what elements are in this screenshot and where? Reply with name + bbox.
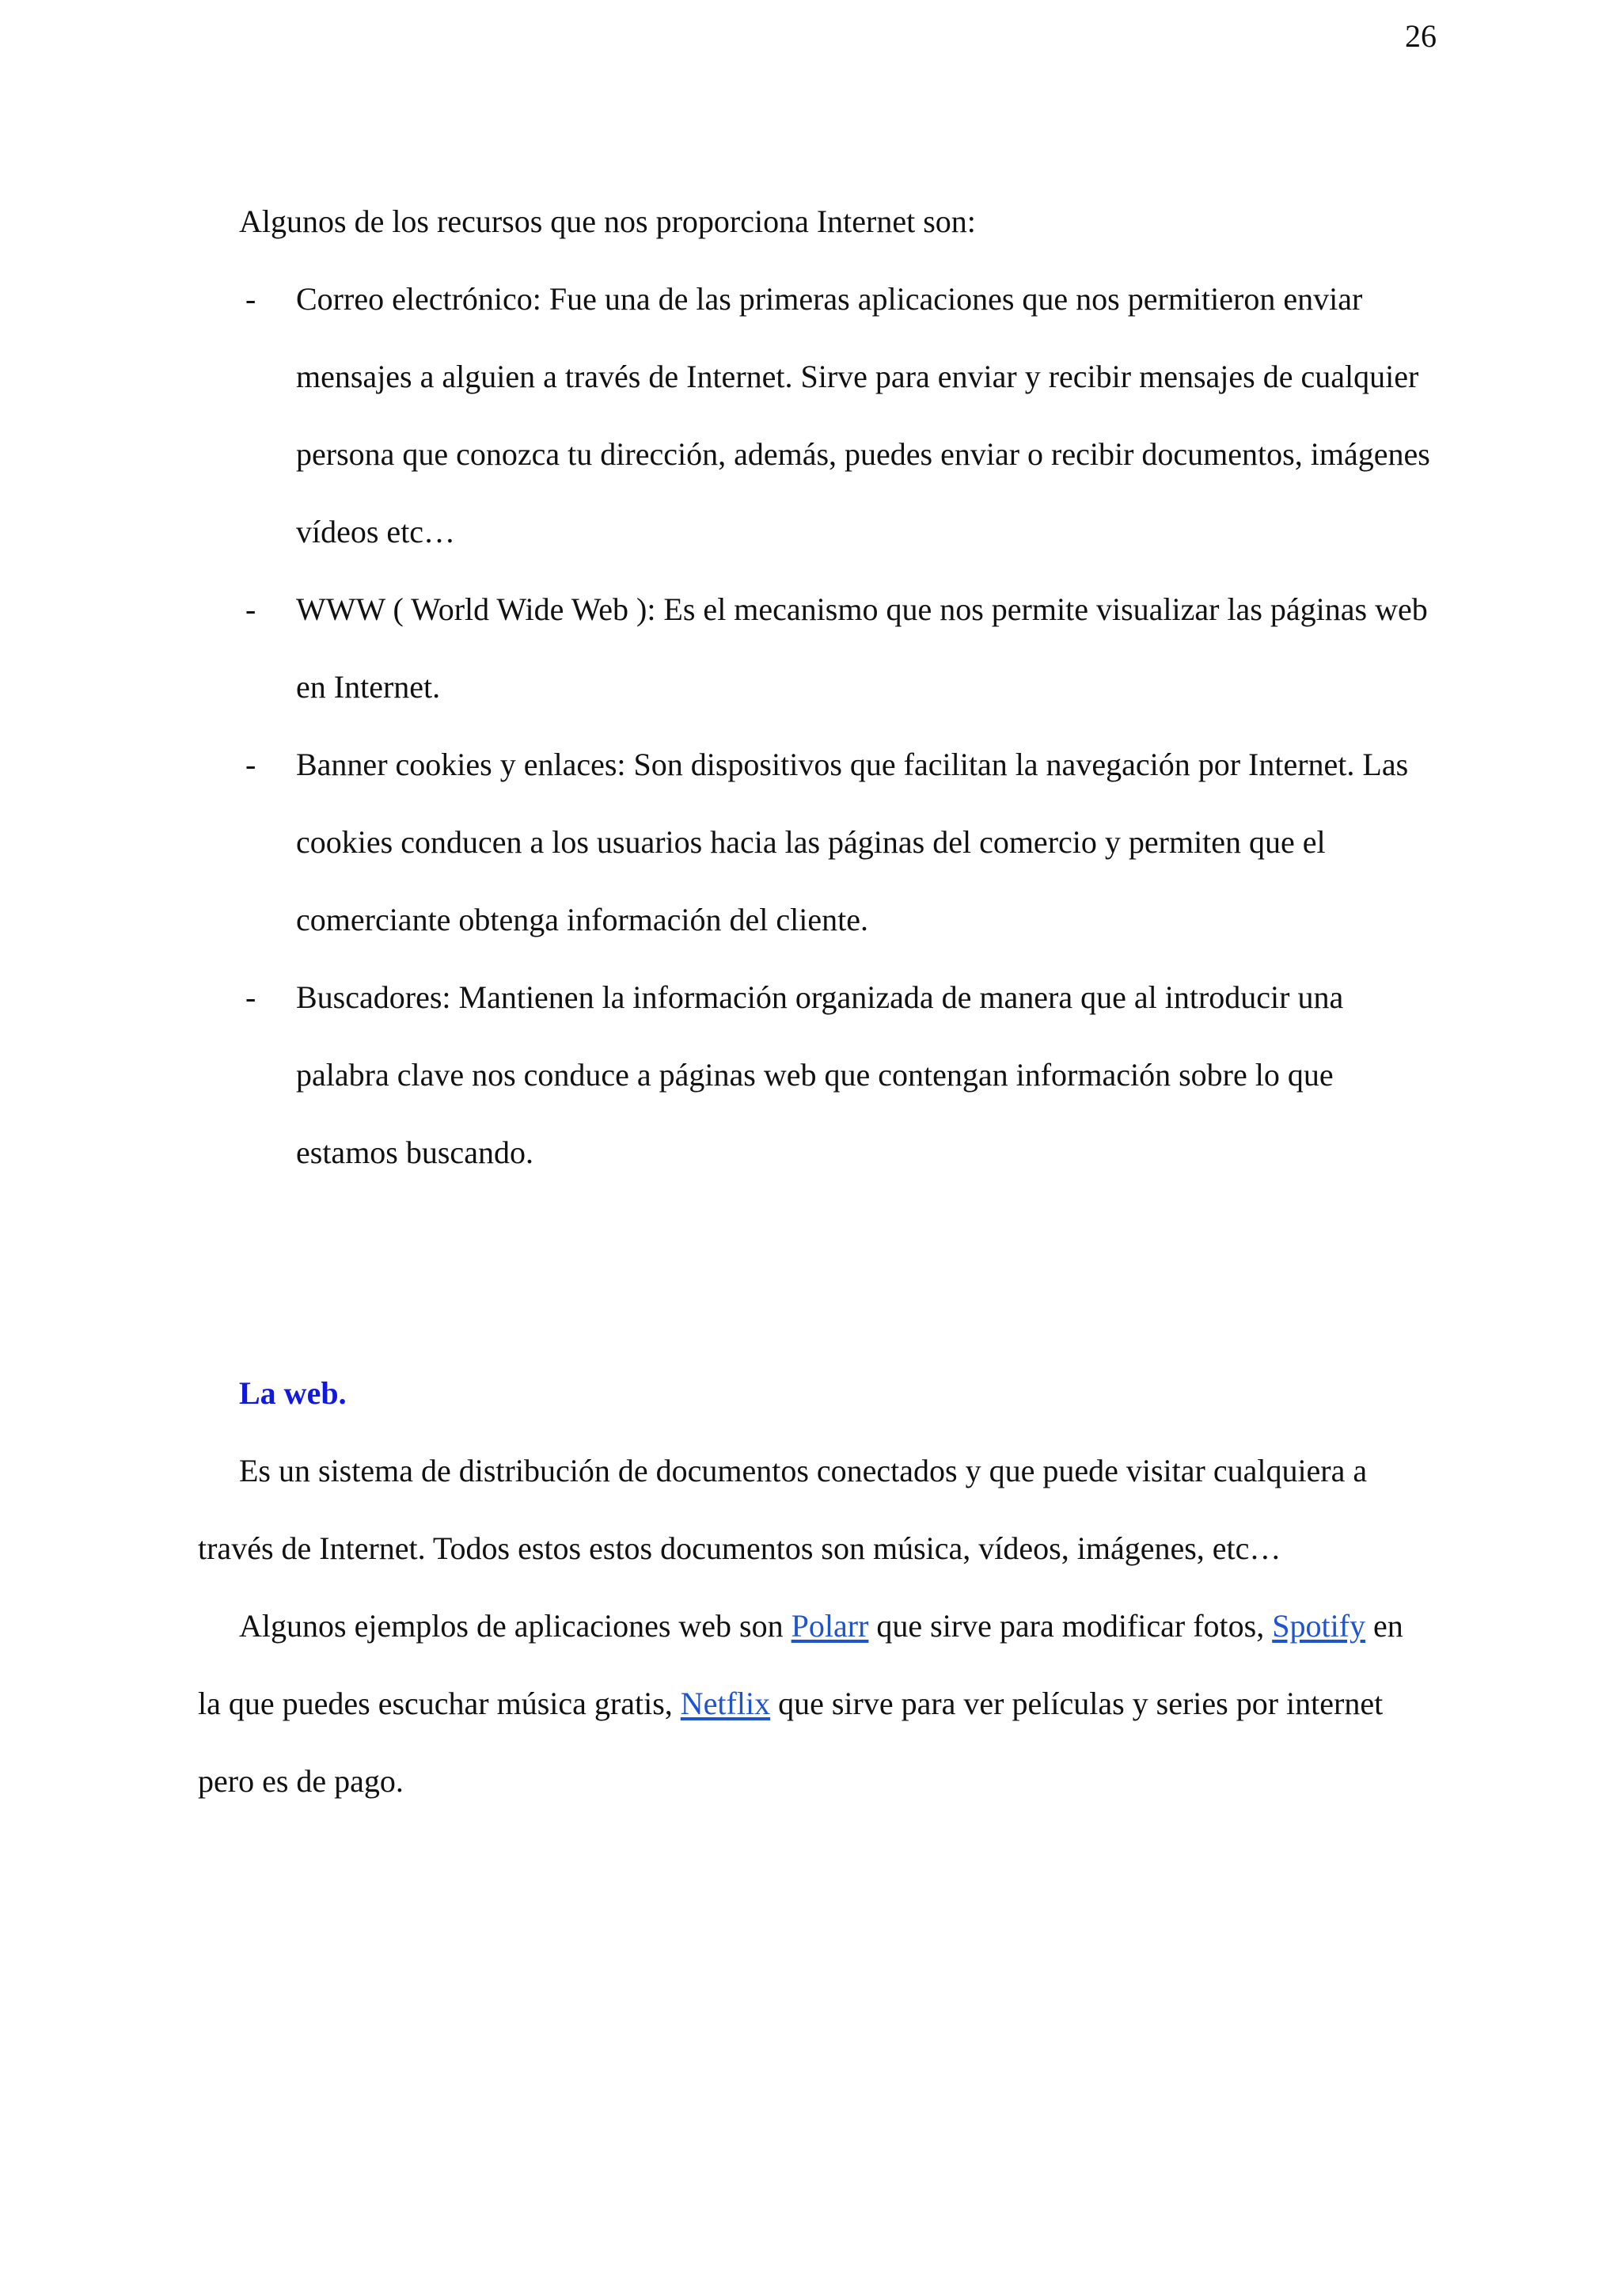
bullet-dash: - bbox=[245, 979, 256, 1015]
list-item-text: WWW ( World Wide Web ): Es el mecanismo que nos permite visualizar las páginas web en Internet. bbox=[296, 591, 1428, 705]
polarr-link[interactable]: Polarr bbox=[791, 1608, 869, 1644]
web-paragraph-2-text: Algunos ejemplos de aplicaciones web son bbox=[239, 1608, 792, 1644]
bullet-dash: - bbox=[245, 281, 256, 317]
list-item-text: Correo electrónico: Fue una de las primeras aplicaciones que nos permitieron enviar mensajes a alguien a través de Internet. Sirve para enviar y recibir mensajes de cualquier persona que conozca tu dirección, además, puedes enviar o recibir documentos, imágenes vídeos etc… bbox=[296, 281, 1430, 549]
web-section-body bbox=[198, 1432, 1433, 1820]
bullet-dash: - bbox=[245, 747, 256, 782]
list-item bbox=[198, 260, 1433, 571]
list-item-text: Buscadores: Mantienen la información organizada de manera que al introducir una palabra clave nos conduce a páginas web que contengan información sobre lo que estamos buscando. bbox=[296, 979, 1344, 1170]
list-item bbox=[198, 571, 1433, 726]
web-paragraph-2-text: en la que puedes escuchar música gratis, bbox=[198, 1608, 1403, 1721]
section-heading-la-web: La web. bbox=[239, 1375, 347, 1411]
web-paragraph-1: Es un sistema de distribución de documentos conectados y que puede visitar cualquiera a través de Internet. Todos estos estos documentos son música, vídeos, imágenes, etc… bbox=[198, 1453, 1368, 1566]
resources-list bbox=[198, 260, 1433, 1192]
resources-intro: Algunos de los recursos que nos proporciona Internet son: bbox=[239, 203, 976, 239]
web-paragraph-2-text: que sirve para ver películas y series por internet pero es de pago. bbox=[198, 1686, 1384, 1799]
list-item bbox=[198, 726, 1433, 959]
page-number: 26 bbox=[1405, 18, 1437, 54]
netflix-link[interactable]: Netflix bbox=[680, 1686, 771, 1721]
spotify-link[interactable]: Spotify bbox=[1272, 1608, 1366, 1644]
web-paragraph-2-text: que sirve para modificar fotos, bbox=[868, 1608, 1273, 1644]
web-paragraph-2 bbox=[198, 1587, 1433, 1820]
bullet-dash: - bbox=[245, 591, 256, 627]
list-item-text: Banner cookies y enlaces: Son dispositivos que facilitan la navegación por Internet. Las cookies conducen a los usuarios hacia las páginas del comercio y permiten que el comerciante obtenga información del cliente. bbox=[296, 747, 1409, 937]
list-item bbox=[198, 959, 1433, 1192]
